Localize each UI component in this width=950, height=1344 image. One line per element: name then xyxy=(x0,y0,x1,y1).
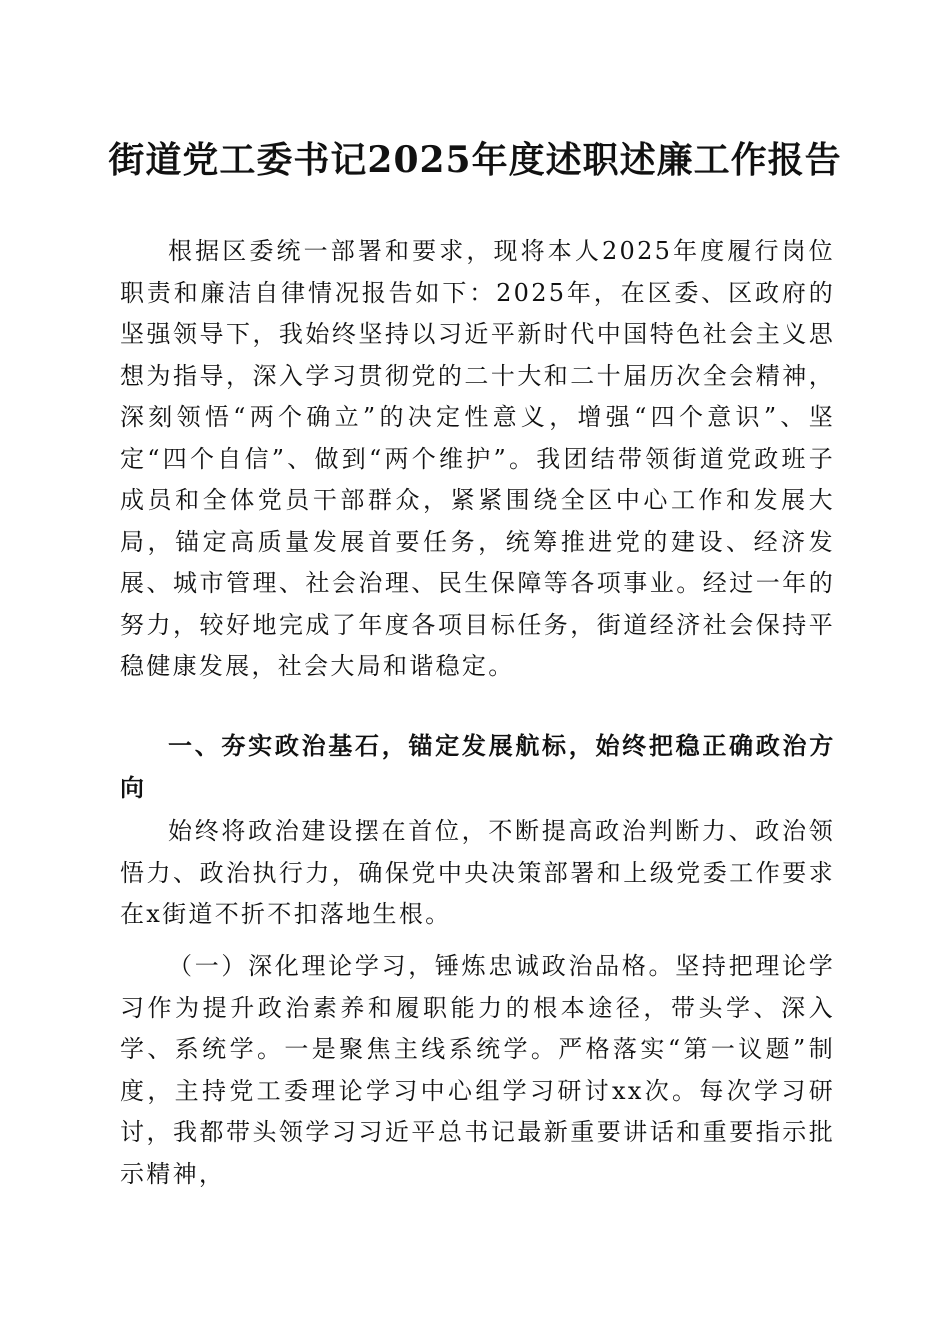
document-title: 街道党工委书记2025年度述职述廉工作报告 xyxy=(108,139,842,181)
subsection-body: 坚持把理论学习作为提升政治素养和履职能力的根本途径，带头学、深入学、系统学。一是聚焦主线系统学。严格落实“第一议题”制度，主持党工委理论学习中心组学习研讨xx次。每次学习研讨，我都带头领学习习近平总书记最新重要讲话和重要指示批示精神， xyxy=(120,952,835,1188)
subsection-paragraph xyxy=(120,946,835,1195)
section-intro-paragraph: 始终将政治建设摆在首位，不断提高政治判断力、政治领悟力、政治执行力，确保党中央决策部署和上级党委工作要求在x街道不折不扣落地生根。 xyxy=(120,817,835,928)
section-heading: 一、夯实政治基石，锚定发展航标，始终把稳正确政治方向 xyxy=(120,732,835,802)
intro-paragraph: 根据区委统一部署和要求，现将本人2025年度履行岗位职责和廉洁自律情况报告如下：2025年，在区委、区政府的坚强领导下，我始终坚持以习近平新时代中国特色社会主义思想为指导，深入学习贯彻党的二十大和二十届历次全会精神，深刻领悟“两个确立”的决定性意义，增强“四个意识”、坚定“四个自信”、做到“两个维护”。我团结带领街道党政班子成员和全体党员干部群众，紧紧围绕全区中心工作和发展大局，锚定高质量发展首要任务，统筹推进党的建设、经济发展、城市管理、社会治理、民生保障等各项事业。经过一年的努力，较好地完成了年度各项目标任务，街道经济社会保持平稳健康发展，社会大局和谐稳定。 xyxy=(120,237,835,680)
subsection-heading: （一）深化理论学习，锤炼忠诚政治品格。 xyxy=(168,952,676,980)
